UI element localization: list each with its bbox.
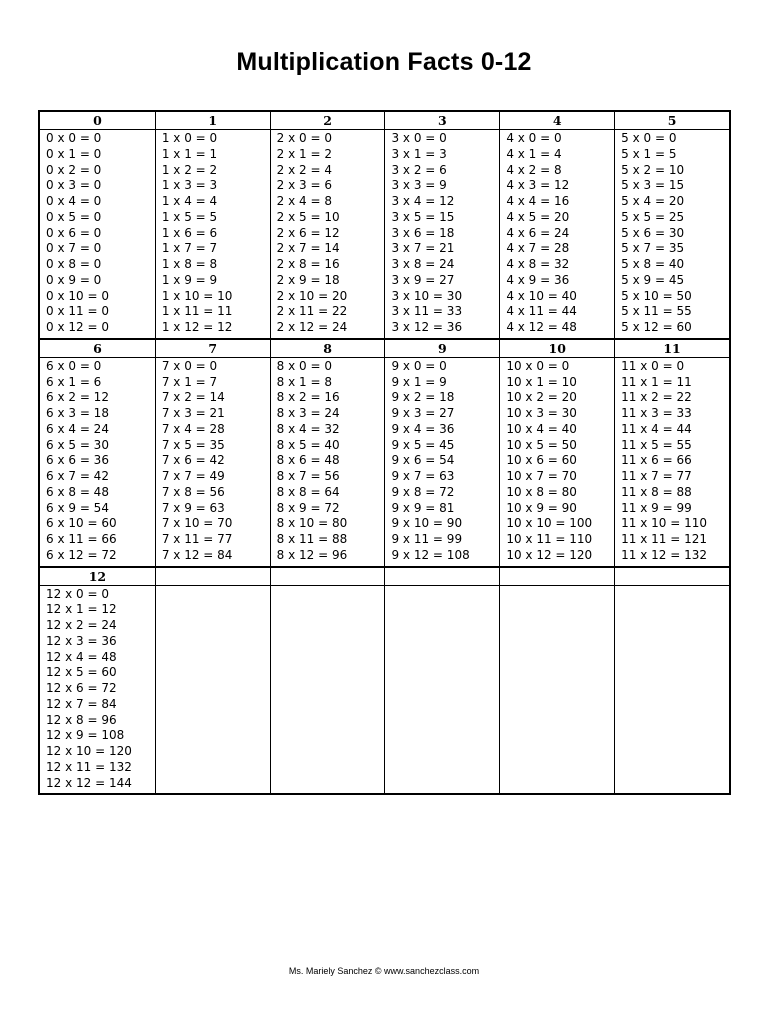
fact-row: 8 x 9 = 72 bbox=[276, 500, 340, 515]
fact-row: 12 x 7 = 84 bbox=[46, 696, 117, 711]
fact-row: 12 x 10 = 120 bbox=[46, 744, 132, 758]
fact-row: 5 x 6 = 30 bbox=[621, 225, 685, 240]
fact-row: 12 x 0 = 0 bbox=[46, 586, 109, 601]
fact-row: 10 x 1 = 10 bbox=[506, 374, 577, 389]
empty-column bbox=[270, 568, 385, 794]
fact-row: 5 x 1 = 5 bbox=[621, 146, 677, 161]
fact-list bbox=[615, 130, 729, 338]
table-header: 9 bbox=[385, 340, 499, 358]
times-table-column bbox=[155, 340, 270, 566]
table-band bbox=[40, 112, 729, 338]
fact-row: 1 x 5 = 5 bbox=[161, 209, 218, 224]
times-table-column bbox=[40, 112, 155, 338]
page-title: Multiplication Facts 0-12 bbox=[236, 48, 532, 76]
fact-row: 11 x 2 = 22 bbox=[621, 390, 692, 405]
fact-row: 0 x 7 = 0 bbox=[46, 241, 102, 256]
table-header: 3 bbox=[385, 112, 499, 130]
fact-row: 6 x 8 = 48 bbox=[46, 484, 109, 499]
fact-row: 4 x 8 = 32 bbox=[506, 257, 570, 271]
fact-list bbox=[156, 130, 270, 338]
fact-row: 4 x 1 = 4 bbox=[506, 146, 562, 161]
fact-row: 5 x 11 = 55 bbox=[621, 304, 692, 319]
fact-row: 9 x 12 = 108 bbox=[391, 547, 470, 562]
times-table-column bbox=[40, 568, 155, 794]
fact-row: 0 x 1 = 0 bbox=[46, 146, 102, 161]
fact-row: 5 x 8 = 40 bbox=[621, 257, 685, 271]
fact-row: 11 x 12 = 132 bbox=[621, 547, 707, 562]
fact-list bbox=[500, 358, 614, 566]
fact-row: 6 x 6 = 36 bbox=[46, 453, 109, 468]
fact-row: 11 x 5 = 55 bbox=[621, 437, 692, 452]
footer-credit: Ms. Mariely Sanchez © www.sanchezclass.com bbox=[288, 966, 480, 976]
fact-row: 3 x 10 = 30 bbox=[391, 288, 463, 303]
fact-row: 2 x 9 = 18 bbox=[276, 272, 340, 287]
fact-row: 3 x 6 = 18 bbox=[391, 225, 455, 240]
fact-row: 4 x 2 = 8 bbox=[506, 162, 562, 177]
times-table-column bbox=[270, 340, 385, 566]
fact-row: 2 x 1 = 2 bbox=[276, 146, 332, 161]
fact-row: 11 x 6 = 66 bbox=[621, 453, 692, 468]
fact-row: 1 x 2 = 2 bbox=[161, 162, 218, 177]
fact-row: 2 x 11 = 22 bbox=[276, 304, 348, 319]
fact-row: 11 x 3 = 33 bbox=[621, 406, 692, 420]
fact-row: 10 x 9 = 90 bbox=[506, 500, 577, 515]
fact-row: 4 x 0 = 0 bbox=[506, 131, 562, 145]
fact-row: 4 x 7 = 28 bbox=[506, 241, 570, 256]
fact-list bbox=[615, 358, 729, 566]
fact-list bbox=[385, 130, 499, 338]
fact-row: 1 x 6 = 6 bbox=[161, 225, 218, 240]
empty-header bbox=[271, 568, 385, 586]
fact-row: 1 x 3 = 3 bbox=[161, 178, 218, 193]
fact-row: 4 x 5 = 20 bbox=[506, 209, 570, 224]
fact-list bbox=[271, 130, 385, 338]
fact-row: 3 x 12 = 36 bbox=[391, 320, 463, 334]
times-table-column bbox=[499, 340, 614, 566]
fact-row: 0 x 3 = 0 bbox=[46, 178, 102, 193]
fact-row: 4 x 4 = 16 bbox=[506, 194, 570, 208]
table-header: 8 bbox=[271, 340, 385, 358]
fact-row: 3 x 1 = 3 bbox=[391, 146, 447, 161]
fact-row: 12 x 3 = 36 bbox=[46, 633, 117, 648]
table-header: 6 bbox=[40, 340, 155, 358]
fact-row: 8 x 4 = 32 bbox=[276, 421, 340, 436]
empty-cell bbox=[271, 586, 385, 794]
fact-row: 0 x 10 = 0 bbox=[46, 288, 109, 303]
fact-row: 0 x 5 = 0 bbox=[46, 209, 102, 224]
fact-row: 12 x 4 = 48 bbox=[46, 649, 117, 664]
times-table-column bbox=[614, 340, 729, 566]
fact-row: 10 x 7 = 70 bbox=[506, 469, 577, 483]
fact-row: 12 x 9 = 108 bbox=[46, 728, 125, 743]
empty-column bbox=[384, 568, 499, 794]
fact-row: 3 x 11 = 33 bbox=[391, 304, 463, 319]
fact-row: 2 x 5 = 10 bbox=[276, 209, 340, 224]
times-table-column bbox=[155, 112, 270, 338]
fact-row: 11 x 11 = 121 bbox=[621, 532, 707, 546]
fact-row: 7 x 12 = 84 bbox=[161, 547, 233, 562]
empty-cell bbox=[156, 586, 270, 794]
fact-row: 7 x 0 = 0 bbox=[161, 358, 218, 373]
fact-row: 4 x 3 = 12 bbox=[506, 178, 570, 193]
fact-row: 5 x 0 = 0 bbox=[621, 131, 677, 145]
fact-row: 5 x 9 = 45 bbox=[621, 272, 685, 287]
fact-row: 6 x 2 = 12 bbox=[46, 390, 109, 405]
fact-row: 3 x 4 = 12 bbox=[391, 194, 455, 208]
fact-row: 8 x 11 = 88 bbox=[276, 532, 348, 546]
table-header: 1 bbox=[156, 112, 270, 130]
fact-row: 9 x 10 = 90 bbox=[391, 516, 463, 531]
fact-row: 3 x 3 = 9 bbox=[391, 178, 447, 193]
empty-header bbox=[500, 568, 614, 586]
fact-row: 1 x 0 = 0 bbox=[161, 131, 218, 145]
fact-list bbox=[156, 358, 270, 566]
fact-row: 2 x 12 = 24 bbox=[276, 320, 348, 334]
fact-row: 8 x 8 = 64 bbox=[276, 484, 340, 499]
times-table-column bbox=[384, 340, 499, 566]
fact-row: 1 x 7 = 7 bbox=[161, 241, 218, 256]
empty-column bbox=[614, 568, 729, 794]
fact-row: 5 x 5 = 25 bbox=[621, 209, 685, 224]
fact-row: 3 x 5 = 15 bbox=[391, 209, 455, 224]
fact-row: 11 x 7 = 77 bbox=[621, 469, 692, 483]
fact-row: 9 x 1 = 9 bbox=[391, 374, 447, 389]
table-header: 12 bbox=[40, 568, 155, 586]
fact-row: 7 x 9 = 63 bbox=[161, 500, 225, 515]
fact-list bbox=[40, 358, 155, 566]
fact-row: 10 x 10 = 100 bbox=[506, 516, 593, 531]
fact-row: 7 x 4 = 28 bbox=[161, 421, 225, 436]
fact-list bbox=[271, 358, 385, 566]
times-table-column bbox=[499, 112, 614, 338]
fact-row: 4 x 12 = 48 bbox=[506, 320, 577, 334]
fact-row: 12 x 12 = 144 bbox=[46, 775, 132, 790]
fact-row: 12 x 1 = 12 bbox=[46, 602, 117, 617]
fact-row: 10 x 0 = 0 bbox=[506, 358, 570, 373]
empty-column bbox=[499, 568, 614, 794]
fact-row: 9 x 7 = 63 bbox=[391, 469, 455, 483]
fact-row: 7 x 2 = 14 bbox=[161, 390, 225, 405]
fact-row: 11 x 0 = 0 bbox=[621, 358, 685, 373]
fact-row: 0 x 0 = 0 bbox=[46, 131, 102, 145]
fact-row: 10 x 8 = 80 bbox=[506, 484, 577, 499]
fact-row: 2 x 2 = 4 bbox=[276, 162, 332, 177]
fact-row: 12 x 6 = 72 bbox=[46, 681, 117, 695]
fact-row: 4 x 6 = 24 bbox=[506, 225, 570, 240]
multiplication-grid bbox=[38, 110, 731, 795]
fact-row: 1 x 4 = 4 bbox=[161, 194, 218, 208]
fact-row: 0 x 4 = 0 bbox=[46, 194, 102, 208]
fact-row: 3 x 2 = 6 bbox=[391, 162, 447, 177]
fact-row: 8 x 5 = 40 bbox=[276, 437, 340, 452]
table-header: 2 bbox=[271, 112, 385, 130]
fact-row: 1 x 11 = 11 bbox=[161, 304, 233, 319]
fact-row: 3 x 9 = 27 bbox=[391, 272, 455, 287]
fact-row: 2 x 6 = 12 bbox=[276, 225, 340, 240]
fact-row: 11 x 4 = 44 bbox=[621, 421, 692, 436]
fact-row: 7 x 10 = 70 bbox=[161, 516, 233, 531]
fact-row: 8 x 0 = 0 bbox=[276, 358, 332, 373]
empty-header bbox=[156, 568, 270, 586]
fact-row: 10 x 4 = 40 bbox=[506, 421, 577, 436]
table-header: 0 bbox=[40, 112, 155, 130]
empty-cell bbox=[500, 586, 614, 794]
fact-row: 9 x 0 = 0 bbox=[391, 358, 447, 373]
fact-row: 2 x 4 = 8 bbox=[276, 194, 332, 208]
fact-row: 7 x 11 = 77 bbox=[161, 532, 233, 546]
fact-row: 6 x 10 = 60 bbox=[46, 516, 117, 531]
empty-header bbox=[615, 568, 729, 586]
fact-row: 5 x 12 = 60 bbox=[621, 320, 692, 334]
fact-row: 8 x 10 = 80 bbox=[276, 516, 348, 531]
fact-row: 1 x 9 = 9 bbox=[161, 272, 218, 287]
fact-row: 2 x 3 = 6 bbox=[276, 178, 332, 193]
times-table-column bbox=[384, 112, 499, 338]
fact-row: 2 x 10 = 20 bbox=[276, 288, 348, 303]
table-header: 7 bbox=[156, 340, 270, 358]
fact-row: 8 x 3 = 24 bbox=[276, 406, 340, 420]
times-table-column bbox=[270, 112, 385, 338]
fact-row: 9 x 2 = 18 bbox=[391, 390, 455, 405]
fact-row: 12 x 11 = 132 bbox=[46, 759, 132, 774]
fact-row: 9 x 3 = 27 bbox=[391, 406, 455, 420]
fact-row: 3 x 7 = 21 bbox=[391, 241, 455, 256]
fact-row: 9 x 8 = 72 bbox=[391, 484, 455, 499]
fact-row: 1 x 1 = 1 bbox=[161, 146, 218, 161]
fact-row: 0 x 12 = 0 bbox=[46, 320, 109, 334]
fact-row: 5 x 3 = 15 bbox=[621, 178, 685, 193]
fact-row: 1 x 8 = 8 bbox=[161, 257, 218, 271]
fact-row: 11 x 10 = 110 bbox=[621, 516, 707, 531]
empty-header bbox=[385, 568, 499, 586]
fact-row: 6 x 1 = 6 bbox=[46, 374, 102, 389]
fact-row: 6 x 12 = 72 bbox=[46, 547, 117, 562]
fact-row: 0 x 8 = 0 bbox=[46, 257, 102, 271]
empty-cell bbox=[615, 586, 729, 794]
fact-row: 4 x 11 = 44 bbox=[506, 304, 577, 319]
fact-row: 5 x 10 = 50 bbox=[621, 288, 692, 303]
fact-row: 6 x 4 = 24 bbox=[46, 421, 109, 436]
fact-row: 5 x 4 = 20 bbox=[621, 194, 685, 208]
fact-row: 1 x 10 = 10 bbox=[161, 288, 233, 303]
fact-row: 11 x 8 = 88 bbox=[621, 484, 692, 499]
fact-row: 9 x 4 = 36 bbox=[391, 421, 455, 436]
fact-row: 9 x 5 = 45 bbox=[391, 437, 455, 452]
fact-row: 9 x 6 = 54 bbox=[391, 453, 455, 468]
fact-list bbox=[40, 130, 155, 338]
table-header: 11 bbox=[615, 340, 729, 358]
fact-row: 7 x 7 = 49 bbox=[161, 469, 225, 483]
fact-row: 2 x 7 = 14 bbox=[276, 241, 340, 256]
fact-list bbox=[500, 130, 614, 338]
fact-row: 12 x 5 = 60 bbox=[46, 665, 117, 680]
fact-row: 10 x 2 = 20 bbox=[506, 390, 577, 405]
fact-row: 2 x 8 = 16 bbox=[276, 257, 340, 271]
fact-row: 12 x 2 = 24 bbox=[46, 618, 117, 632]
fact-row: 8 x 2 = 16 bbox=[276, 390, 340, 405]
empty-column bbox=[155, 568, 270, 794]
fact-row: 3 x 0 = 0 bbox=[391, 131, 447, 145]
fact-row: 8 x 1 = 8 bbox=[276, 374, 332, 389]
fact-row: 11 x 9 = 99 bbox=[621, 500, 692, 515]
fact-row: 7 x 6 = 42 bbox=[161, 453, 225, 468]
fact-row: 11 x 1 = 11 bbox=[621, 374, 692, 389]
fact-row: 6 x 7 = 42 bbox=[46, 469, 109, 483]
fact-row: 0 x 6 = 0 bbox=[46, 225, 102, 240]
fact-row: 0 x 9 = 0 bbox=[46, 272, 102, 287]
empty-cell bbox=[385, 586, 499, 794]
fact-row: 0 x 2 = 0 bbox=[46, 162, 102, 177]
table-header: 5 bbox=[615, 112, 729, 130]
table-band bbox=[40, 566, 729, 794]
fact-row: 10 x 3 = 30 bbox=[506, 406, 577, 420]
times-table-column bbox=[614, 112, 729, 338]
fact-row: 6 x 5 = 30 bbox=[46, 437, 109, 452]
fact-row: 10 x 6 = 60 bbox=[506, 453, 577, 468]
fact-row: 3 x 8 = 24 bbox=[391, 257, 455, 271]
fact-list bbox=[385, 358, 499, 566]
fact-row: 8 x 6 = 48 bbox=[276, 453, 340, 468]
table-header: 10 bbox=[500, 340, 614, 358]
fact-row: 6 x 3 = 18 bbox=[46, 406, 109, 420]
fact-row: 7 x 5 = 35 bbox=[161, 437, 225, 452]
fact-row: 8 x 7 = 56 bbox=[276, 469, 340, 483]
fact-row: 5 x 2 = 10 bbox=[621, 162, 685, 177]
times-table-column bbox=[40, 340, 155, 566]
table-band bbox=[40, 338, 729, 566]
fact-row: 4 x 10 = 40 bbox=[506, 288, 577, 303]
fact-row: 6 x 9 = 54 bbox=[46, 500, 109, 515]
fact-row: 10 x 11 = 110 bbox=[506, 532, 593, 546]
fact-list bbox=[40, 586, 155, 794]
fact-row: 5 x 7 = 35 bbox=[621, 241, 685, 256]
fact-row: 9 x 11 = 99 bbox=[391, 532, 463, 546]
fact-row: 6 x 0 = 0 bbox=[46, 358, 102, 373]
fact-row: 0 x 11 = 0 bbox=[46, 304, 109, 319]
fact-row: 7 x 8 = 56 bbox=[161, 484, 225, 499]
fact-row: 4 x 9 = 36 bbox=[506, 272, 570, 287]
fact-row: 1 x 12 = 12 bbox=[161, 320, 233, 334]
fact-row: 10 x 12 = 120 bbox=[506, 547, 593, 562]
fact-row: 7 x 3 = 21 bbox=[161, 406, 225, 420]
fact-row: 7 x 1 = 7 bbox=[161, 374, 218, 389]
fact-row: 8 x 12 = 96 bbox=[276, 547, 348, 562]
table-header: 4 bbox=[500, 112, 614, 130]
fact-row: 6 x 11 = 66 bbox=[46, 532, 117, 546]
fact-row: 12 x 8 = 96 bbox=[46, 712, 117, 727]
fact-row: 9 x 9 = 81 bbox=[391, 500, 455, 515]
fact-row: 2 x 0 = 0 bbox=[276, 131, 332, 145]
fact-row: 10 x 5 = 50 bbox=[506, 437, 577, 452]
